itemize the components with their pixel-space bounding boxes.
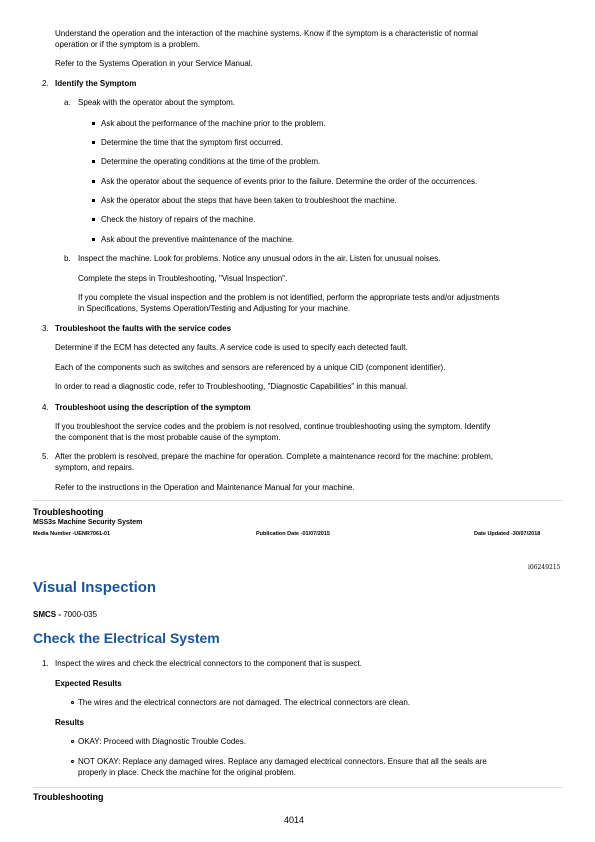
result-okay: OKAY: Proceed with Diagnostic Trouble Codes. — [78, 737, 246, 746]
intro-paragraph-line2: operation or if the symptom is a problem. — [55, 40, 200, 49]
step-3-paragraph-1: Determine if the ECM has detected any faults. A service code is used to specify each detected fault. — [55, 343, 408, 352]
step-4-paragraph-line2: the component that is the most probable cause of the symptom. — [55, 433, 281, 442]
step-4-paragraph-line1: If you troubleshoot the service codes and the problem is not resolved, continue troubleshooting using the symptom. Identify — [55, 422, 491, 431]
symptom-bullet-1: Ask about the performance of the machine prior to the problem. — [101, 119, 326, 128]
visual-inspection-heading: Visual Inspection — [33, 579, 157, 596]
step-2-title: Identify the Symptom — [55, 79, 137, 88]
page-number: 4014 — [284, 815, 305, 825]
intro-paragraph-line1: Understand the operation and the interaction of the machine systems. Know if the symptom is a characteristic of normal — [55, 29, 478, 38]
step-3-paragraph-3: In order to read a diagnostic code, refer to Troubleshooting, "Diagnostic Capabilities" in this manual. — [55, 382, 408, 391]
step-4-title: Troubleshoot using the description of the symptom — [55, 403, 251, 412]
footer-section-title: Troubleshooting — [33, 792, 104, 802]
step-2b-visual-inspection-ref: Complete the steps in Troubleshooting, "Visual Inspection". — [78, 274, 288, 283]
publication-date: Publication Date -01/07/2015 — [256, 531, 330, 537]
circle-bullet-icon — [71, 760, 74, 763]
check-electrical-heading: Check the Electrical System — [33, 630, 220, 646]
step-2b-marker: b. — [64, 254, 71, 263]
step-5-reference: Refer to the instructions in the Operation and Maintenance Manual for your machine. — [55, 483, 355, 492]
smcs-code — [33, 609, 97, 620]
document-id: i06249215 — [528, 564, 561, 571]
expected-result-item: The wires and the electrical connectors are not damaged. The electrical connectors are clean. — [78, 698, 411, 707]
smcs-label: SMCS - — [33, 610, 64, 619]
bullet-icon — [92, 180, 95, 183]
step-2b-text: Inspect the machine. Look for problems. Notice any unusual odors in the air. Listen for unusual noises. — [78, 254, 441, 263]
bullet-icon — [92, 160, 95, 163]
bullet-icon — [92, 218, 95, 221]
result-not-okay-line2: properly in place. Check the machine for the original problem. — [78, 768, 296, 777]
step-5-number: 5. — [42, 452, 49, 461]
results-label: Results — [55, 718, 84, 727]
inspection-step-number: 1. — [42, 659, 49, 668]
symptom-bullet-6: Check the history of repairs of the machine. — [101, 215, 256, 224]
date-updated: Date Updated -30/07/2018 — [474, 531, 541, 537]
step-5-paragraph-line1: After the problem is resolved, prepare the machine for operation. Complete a maintenance record for the machine: problem, — [55, 452, 494, 461]
circle-bullet-icon — [71, 701, 74, 704]
step-2b-tests-line2: in Specifications, Systems Operation/Testing and Adjusting for your machine. — [78, 304, 351, 313]
section-divider — [33, 500, 562, 501]
symptom-bullet-5: Ask the operator about the steps that have been taken to troubleshoot the machine. — [101, 196, 397, 205]
media-number: Media Number -UENR7061-01 — [33, 531, 111, 537]
bullet-icon — [92, 238, 95, 241]
inspection-step-text: Inspect the wires and check the electrical connectors to the component that is suspect. — [55, 659, 362, 668]
section-divider — [33, 787, 562, 788]
bullet-icon — [92, 141, 95, 144]
symptom-bullet-4: Ask the operator about the sequence of events prior to the failure. Determine the order of the occurrences. — [101, 177, 478, 186]
intro-reference: Refer to the Systems Operation in your Service Manual. — [55, 59, 253, 68]
step-2-number: 2. — [42, 79, 49, 88]
step-2a-marker: a. — [64, 98, 71, 107]
step-5-paragraph-line2: symptom, and repairs. — [55, 463, 135, 472]
expected-results-label: Expected Results — [55, 679, 122, 688]
bullet-icon — [92, 199, 95, 202]
header-section-title: Troubleshooting — [33, 507, 104, 517]
step-2b-tests-line1: If you complete the visual inspection and the problem is not identified, perform the appropriate tests and/or adjustments — [78, 293, 500, 302]
symptom-bullet-2: Determine the time that the symptom first occurred. — [101, 138, 283, 147]
step-4-number: 4. — [42, 403, 49, 412]
smcs-value: 7000-035 — [63, 610, 98, 619]
step-3-paragraph-2: Each of the components such as switches and sensors are referenced by a unique CID (component identifier). — [55, 363, 446, 372]
result-not-okay-line1: NOT OKAY: Replace any damaged wires. Replace any damaged electrical connectors. Ensure that all the seals are — [78, 757, 487, 766]
circle-bullet-icon — [71, 740, 74, 743]
header-system-name: MSS3s Machine Security System — [33, 519, 143, 526]
step-3-title: Troubleshoot the faults with the service codes — [55, 324, 232, 333]
symptom-bullet-7: Ask about the preventive maintenance of the machine. — [101, 235, 295, 244]
bullet-icon — [92, 122, 95, 125]
step-2a-text: Speak with the operator about the symptom. — [78, 98, 235, 107]
step-3-number: 3. — [42, 324, 49, 333]
symptom-bullet-3: Determine the operating conditions at the time of the problem. — [101, 157, 321, 166]
